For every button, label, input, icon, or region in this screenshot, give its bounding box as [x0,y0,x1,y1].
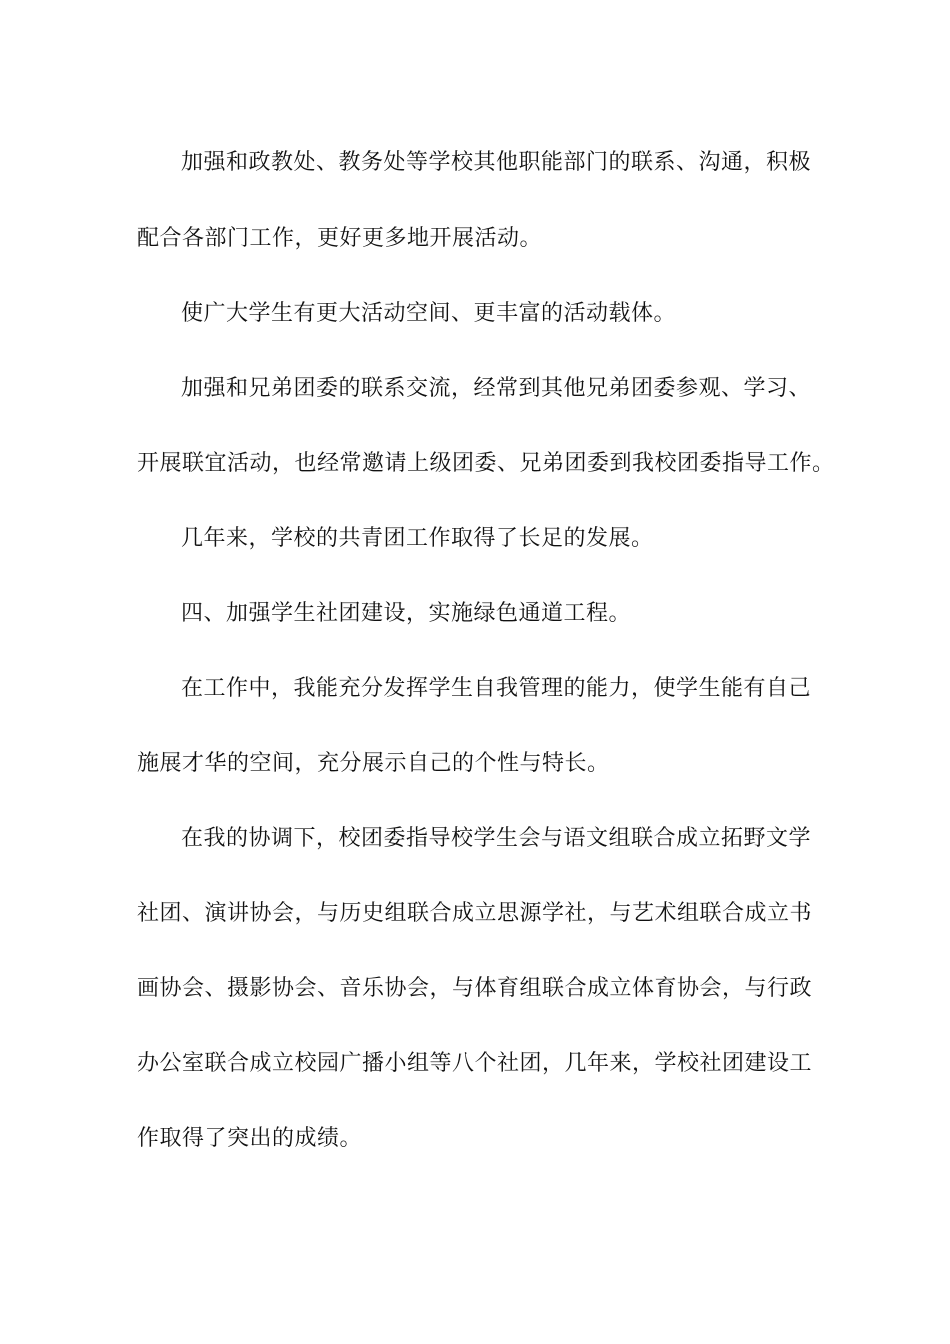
paragraph-line: 开展联宜活动，也经常邀请上级团委、兄弟团委到我校团委指导工作。 [137,451,835,476]
paragraph-line: 加强和政教处、教务处等学校其他职能部门的联系、沟通，积极 [181,150,812,175]
paragraph-line: 使广大学生有更大活动空间、更丰富的活动载体。 [181,301,677,326]
paragraph-line: 画协会、摄影协会、音乐协会，与体育组联合成立体育协会，与行政 [137,976,813,1001]
paragraph-line: 在工作中，我能充分发挥学生自我管理的能力，使学生能有自己 [181,676,812,701]
paragraph-line: 作取得了突出的成绩。 [137,1126,363,1151]
paragraph-line: 社团、演讲协会，与历史组联合成立思源学社，与艺术组联合成立书 [137,901,813,926]
paragraph-line: 办公室联合成立校园广播小组等八个社团，几年来，学校社团建设工 [137,1051,813,1076]
paragraph-line: 四、加强学生社团建设，实施绿色通道工程。 [181,601,632,626]
paragraph-line: 加强和兄弟团委的联系交流，经常到其他兄弟团委参观、学习、 [181,376,812,401]
paragraph-line: 配合各部门工作，更好更多地开展活动。 [137,226,543,251]
paragraph-line: 施展才华的空间，充分展示自己的个性与特长。 [137,751,610,776]
paragraph-line: 几年来，学校的共青团工作取得了长足的发展。 [181,526,654,551]
paragraph-line: 在我的协调下，校团委指导校学生会与语文组联合成立拓野文学 [181,826,812,851]
